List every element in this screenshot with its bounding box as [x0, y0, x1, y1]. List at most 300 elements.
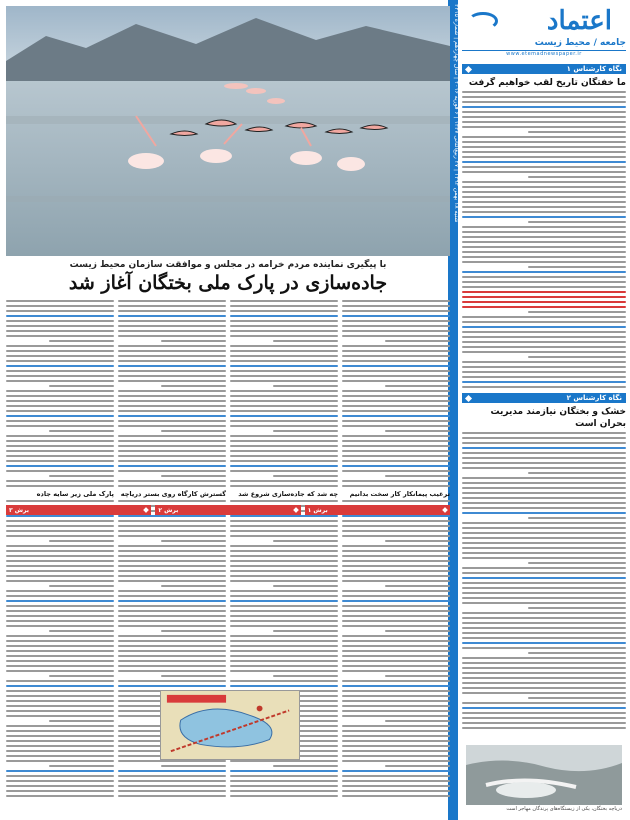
body-text-line [118, 435, 226, 437]
body-text-line [230, 335, 338, 337]
body-text-line [230, 555, 338, 557]
body-text-line [118, 780, 226, 782]
body-text-line [118, 470, 226, 472]
body-text-line [230, 545, 338, 547]
body-text-line [342, 325, 450, 327]
body-text-line [342, 375, 450, 377]
logo-text: اعتماد [546, 6, 612, 36]
body-text-line [6, 455, 114, 457]
body-text-line [342, 610, 450, 612]
body-text-line [342, 770, 450, 772]
body-text-line [6, 355, 114, 357]
body-text-line [385, 630, 450, 632]
body-text-line [342, 425, 450, 427]
body-text-line [6, 670, 114, 672]
body-text-line [230, 625, 338, 627]
body-text-line [342, 760, 450, 762]
body-text-line [6, 450, 114, 452]
body-text-line [6, 395, 114, 397]
body-text-line [230, 350, 338, 352]
body-text-line [342, 395, 450, 397]
body-text-line [342, 330, 450, 332]
body-text-line [230, 595, 338, 597]
body-text-line [385, 340, 450, 342]
body-text-line [118, 560, 226, 562]
body-text-line [342, 685, 450, 687]
column-bar-1 [462, 64, 626, 74]
body-text-line [118, 345, 226, 347]
body-text-line [462, 116, 626, 118]
body-text-line [6, 390, 114, 392]
body-text-line [230, 315, 338, 317]
body-text-line [462, 647, 626, 649]
body-text-line [462, 597, 626, 599]
body-text-line [342, 380, 450, 382]
body-text-line [462, 386, 626, 388]
body-text-line [385, 540, 450, 542]
body-text-line [230, 485, 338, 487]
body-text-line [230, 435, 338, 437]
dry-lake-photo [466, 745, 622, 805]
body-text-line [161, 475, 226, 477]
body-text-line [342, 420, 450, 422]
body-text-line [118, 305, 226, 307]
body-text-line [118, 415, 226, 417]
body-text-line [462, 106, 626, 108]
body-text-line [230, 460, 338, 462]
body-text-line [342, 520, 450, 522]
body-text-line [230, 530, 338, 532]
body-text-line [118, 390, 226, 392]
body-text-line [342, 440, 450, 442]
body-text-line [118, 485, 226, 487]
body-text-line [6, 335, 114, 337]
body-text-line [230, 345, 338, 347]
body-text-line [49, 720, 114, 722]
article-column [6, 300, 114, 810]
body-text-line [230, 365, 338, 367]
body-text-line [462, 281, 626, 283]
body-text-line [462, 572, 626, 574]
body-text-line [528, 266, 626, 268]
body-text-line [6, 660, 114, 662]
body-text-line [342, 670, 450, 672]
body-text-line [342, 745, 450, 747]
body-text-line [528, 131, 626, 133]
body-text-line [230, 525, 338, 527]
body-text-line [273, 675, 338, 677]
body-text-line [6, 325, 114, 327]
body-text-line [342, 680, 450, 682]
article-body [462, 432, 626, 732]
diamond-icon [465, 65, 472, 72]
body-text-line [342, 640, 450, 642]
body-text-line [230, 420, 338, 422]
body-text-line [49, 765, 114, 767]
body-text-line [118, 575, 226, 577]
body-text-line [118, 400, 226, 402]
body-text-line [118, 410, 226, 412]
body-text-line [342, 480, 450, 482]
body-text-line [118, 425, 226, 427]
body-text-line [118, 660, 226, 662]
body-text-line [462, 442, 626, 444]
body-text-line [462, 161, 626, 163]
body-text-line [6, 320, 114, 322]
body-text-line [118, 680, 226, 682]
body-text-line [230, 660, 338, 662]
body-text-line [462, 617, 626, 619]
excerpt-label: برش ۲ [158, 506, 179, 514]
section-label: جامعه / محیط زیست [534, 38, 626, 48]
body-text-line [385, 385, 450, 387]
body-text-line [49, 475, 114, 477]
body-text-line [462, 296, 626, 298]
body-text-line [6, 310, 114, 312]
body-text-line [118, 525, 226, 527]
diamond-icon [293, 507, 299, 513]
column-bar-2 [462, 393, 626, 403]
body-text-line [6, 365, 114, 367]
body-text-line [342, 345, 450, 347]
body-text-line [230, 560, 338, 562]
body-text-line [230, 535, 338, 537]
body-text-line [118, 775, 226, 777]
article-headline: خشک و بختگان نیازمند مدیریت بحران است [490, 407, 626, 429]
body-text-line [6, 705, 114, 707]
body-text-line [528, 311, 626, 313]
body-text-line [342, 605, 450, 607]
body-text-line [462, 211, 626, 213]
body-text-line [462, 592, 626, 594]
body-text-line [462, 376, 626, 378]
body-text-line [385, 720, 450, 722]
body-text-line [118, 620, 226, 622]
body-text-line [462, 276, 626, 278]
body-text-line [342, 410, 450, 412]
body-text-line [342, 645, 450, 647]
body-text-line [342, 560, 450, 562]
body-text-line [230, 380, 338, 382]
body-text-line [230, 650, 338, 652]
body-text-line [528, 221, 626, 223]
body-text-line [6, 570, 114, 572]
body-text-line [462, 567, 626, 569]
body-text-line [230, 670, 338, 672]
body-text-line [462, 707, 626, 709]
body-text-line [342, 465, 450, 467]
body-text-line [462, 447, 626, 449]
body-text-line [342, 450, 450, 452]
column-bar-label: نگاه کارشناس ۱ [566, 65, 622, 73]
body-text-line [385, 430, 450, 432]
body-text-line [462, 712, 626, 714]
body-text-line [462, 532, 626, 534]
body-text-line [6, 735, 114, 737]
diamond-icon [144, 507, 150, 513]
body-text-line [342, 740, 450, 742]
body-text-line [6, 520, 114, 522]
body-text-line [6, 595, 114, 597]
body-text-line [342, 620, 450, 622]
body-text-line [6, 360, 114, 362]
body-text-line [230, 500, 338, 502]
article-column [342, 300, 450, 810]
body-text-line [462, 487, 626, 489]
body-text-line [462, 351, 626, 353]
body-text-line [6, 370, 114, 372]
body-text-line [462, 241, 626, 243]
body-text-line [342, 570, 450, 572]
body-text-line [462, 637, 626, 639]
body-text-line [528, 562, 626, 564]
body-text-line [462, 261, 626, 263]
body-text-line [118, 590, 226, 592]
body-text-line [6, 480, 114, 482]
body-text-line [462, 91, 626, 93]
body-text-line [462, 462, 626, 464]
body-text-line [462, 622, 626, 624]
body-text-line [342, 300, 450, 302]
body-text-line [118, 595, 226, 597]
body-text-line [118, 465, 226, 467]
body-text-line [230, 590, 338, 592]
body-text-line [230, 375, 338, 377]
body-text-line [462, 346, 626, 348]
body-text-line [6, 760, 114, 762]
body-text-line [342, 305, 450, 307]
body-text-line [118, 600, 226, 602]
body-text-line [462, 577, 626, 579]
body-text-line [462, 457, 626, 459]
body-text-line [230, 325, 338, 327]
body-text-line [118, 440, 226, 442]
body-text-line [462, 186, 626, 188]
body-text-line [462, 722, 626, 724]
body-text-line [230, 580, 338, 582]
body-text-line [49, 630, 114, 632]
body-text-line [342, 370, 450, 372]
body-text-line [462, 527, 626, 529]
body-text-line [6, 750, 114, 752]
body-text-line [118, 555, 226, 557]
body-text-line [6, 725, 114, 727]
body-text-line [342, 550, 450, 552]
body-text-line [342, 310, 450, 312]
body-text-line [230, 300, 338, 302]
body-text-line [462, 121, 626, 123]
body-text-line [342, 600, 450, 602]
body-text-line [342, 795, 450, 797]
body-text-line [230, 395, 338, 397]
body-text-line [462, 547, 626, 549]
body-text-line [528, 176, 626, 178]
body-text-line [342, 535, 450, 537]
body-text-line [385, 765, 450, 767]
body-text-line [462, 231, 626, 233]
body-text-line [118, 640, 226, 642]
body-text-line [6, 300, 114, 302]
body-text-line [230, 370, 338, 372]
body-text-line [528, 517, 626, 519]
body-text-line [6, 545, 114, 547]
body-text-line [6, 770, 114, 772]
body-text-line [6, 650, 114, 652]
body-text-line [462, 201, 626, 203]
body-text-line [6, 665, 114, 667]
body-text-line [6, 435, 114, 437]
body-text-line [118, 625, 226, 627]
body-text-line [230, 415, 338, 417]
body-text-line [118, 770, 226, 772]
body-text-line [230, 655, 338, 657]
body-text-line [161, 585, 226, 587]
body-text-line [6, 575, 114, 577]
body-text-line [342, 750, 450, 752]
body-text-line [161, 765, 226, 767]
body-text-line [342, 575, 450, 577]
body-text-line [6, 415, 114, 417]
body-text-line [230, 570, 338, 572]
body-text-line [118, 405, 226, 407]
body-text-line [49, 340, 114, 342]
body-text-line [342, 445, 450, 447]
body-text-line [462, 552, 626, 554]
diamond-icon [465, 394, 472, 401]
body-text-line [6, 785, 114, 787]
body-text-line [230, 760, 338, 762]
body-text-line [462, 306, 626, 308]
body-text-line [462, 587, 626, 589]
body-text-line [462, 582, 626, 584]
body-text-line [6, 640, 114, 642]
body-text-line [462, 477, 626, 479]
body-text-line [6, 580, 114, 582]
body-text-line [6, 645, 114, 647]
body-text-line [118, 365, 226, 367]
body-text-line [6, 605, 114, 607]
body-text-line [6, 745, 114, 747]
body-text-line [342, 365, 450, 367]
body-text-line [273, 475, 338, 477]
body-text-line [528, 652, 626, 654]
body-text-line [273, 630, 338, 632]
body-text-line [342, 715, 450, 717]
body-text-line [118, 605, 226, 607]
body-text-line [230, 445, 338, 447]
site-url: www.etemadnewspaper.ir [462, 50, 626, 58]
body-text-line [49, 585, 114, 587]
body-text-line [118, 355, 226, 357]
issue-date-text: شنبه ۱۸ بهمن ۱۳۹۴ | ۲۷ ربیع‌الثانی ۱۴۳۷ | ۶ فوریه ۲۰۱۶ | سال چهاردهم | شماره ۳۴۱۵ [453, 4, 460, 223]
body-text-line [462, 672, 626, 674]
body-text-line [462, 682, 626, 684]
body-text-line [6, 375, 114, 377]
body-text-line [273, 340, 338, 342]
body-text-line [230, 405, 338, 407]
body-text-line [6, 715, 114, 717]
body-text-line [6, 470, 114, 472]
diamond-icon [442, 507, 448, 513]
body-text-line [462, 437, 626, 439]
body-text-line [49, 430, 114, 432]
body-text-line [6, 700, 114, 702]
body-text-line [118, 545, 226, 547]
body-text-line [118, 320, 226, 322]
body-text-line [6, 305, 114, 307]
body-text-line [342, 335, 450, 337]
body-text-line [230, 645, 338, 647]
body-text-line [6, 530, 114, 532]
body-text-line [462, 467, 626, 469]
body-text-line [462, 216, 626, 218]
body-text-line [118, 795, 226, 797]
body-text-line [273, 430, 338, 432]
body-text-line [118, 565, 226, 567]
masthead [458, 0, 630, 62]
body-text-line [6, 590, 114, 592]
body-text-line [6, 485, 114, 487]
body-text-line [6, 500, 114, 502]
body-text-line [6, 525, 114, 527]
body-text-line [6, 440, 114, 442]
body-text-line [462, 727, 626, 729]
excerpt-label-box [305, 505, 450, 515]
body-text-line [230, 775, 338, 777]
body-text-line [342, 590, 450, 592]
body-text-line [462, 141, 626, 143]
body-text-line [462, 291, 626, 293]
body-text-line [462, 371, 626, 373]
body-text-line [6, 790, 114, 792]
body-text-line [161, 385, 226, 387]
body-text-line [342, 405, 450, 407]
body-text-line [230, 480, 338, 482]
body-text-line [342, 355, 450, 357]
body-text-line [118, 515, 226, 517]
body-text-line [118, 785, 226, 787]
body-text-line [118, 455, 226, 457]
body-text-line [462, 502, 626, 504]
body-text-line [6, 755, 114, 757]
body-text-line [462, 301, 626, 303]
body-text-line [342, 635, 450, 637]
body-text-line [230, 685, 338, 687]
body-text-line [342, 595, 450, 597]
body-text-line [342, 775, 450, 777]
body-text-line [118, 655, 226, 657]
body-text-line [230, 795, 338, 797]
body-text-line [118, 760, 226, 762]
body-text-line [462, 111, 626, 113]
body-text-line [6, 550, 114, 552]
body-text-line [342, 525, 450, 527]
lake-bed-photo [466, 745, 622, 805]
body-text-line [342, 315, 450, 317]
body-text-line [462, 286, 626, 288]
body-text-line [230, 450, 338, 452]
body-text-line [462, 657, 626, 659]
body-text-line [342, 665, 450, 667]
body-text-line [342, 735, 450, 737]
body-text-line [230, 780, 338, 782]
body-text-line [462, 226, 626, 228]
body-text-line [118, 615, 226, 617]
flamingo-photo [6, 6, 450, 256]
body-text-line [161, 430, 226, 432]
headline-kicker: با پیگیری نماینده مردم خرامه در مجلس و موافقت سازمان محیط زیست [69, 260, 387, 270]
body-text-line [118, 530, 226, 532]
